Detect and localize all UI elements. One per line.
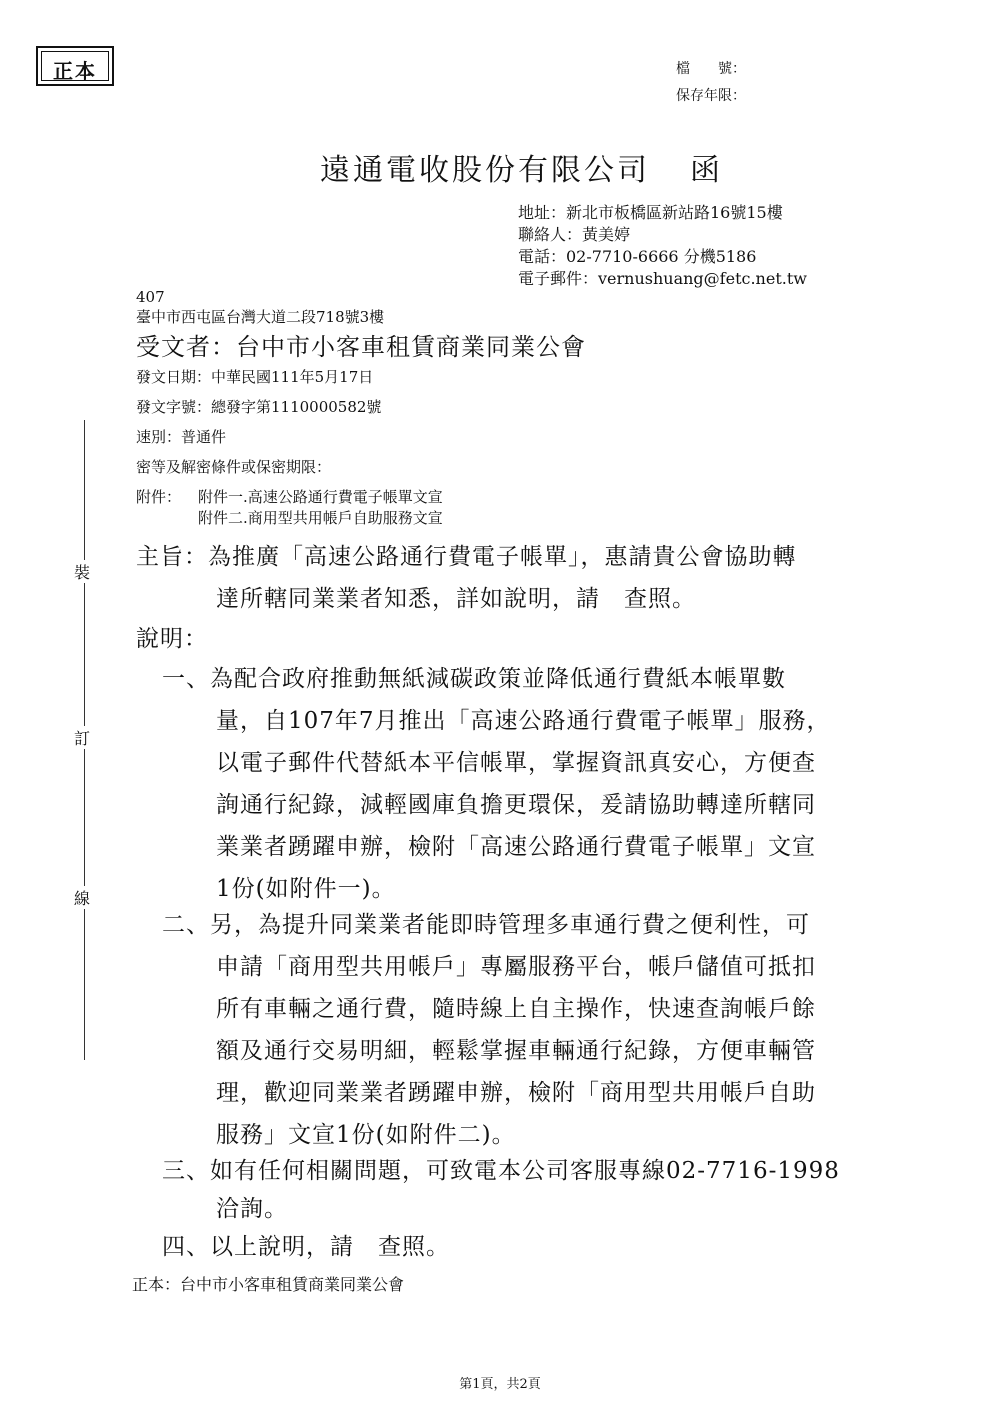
copy-to: 正本：台中市小客車租賃商業同業公會 [132,1275,405,1294]
stamp-text: 正本 [53,59,97,83]
item-2-line-5: 理，歡迎同業業者踴躍申辦，檢附「商用型共用帳戶自助 [216,1080,816,1106]
binding-mark-2: 訂 [74,726,90,749]
document-number: 發文字號：總發字第1110000582號 [136,398,382,416]
archive-number-label: 檔 號： [676,61,746,77]
binding-mark-1: 裝 [74,560,90,583]
item-2-line-6: 服務」文宣1份(如附件二)。 [216,1122,516,1148]
item-2-line-3: 所有車輛之通行費，隨時線上自主操作，快速查詢帳戶餘 [216,996,816,1022]
item-1-line-5: 業業者踴躍申辦，檢附「高速公路通行費電子帳單」文宣 [216,834,816,860]
item-1-line-1: 一、為配合政府推動無紙減碳政策並降低通行費紙本帳單數 [162,666,786,692]
postal-code: 407 [136,288,165,306]
subject-line-2: 達所轄同業業者知悉，詳如說明，請 查照。 [216,586,696,612]
sender-contact: 聯絡人：黃美婷 [518,225,631,244]
item-1-line-4: 詢通行紀錄，減輕國庫負擔更環保，爰請協助轉達所轄同 [216,792,816,818]
item-4-line-1: 四、以上說明，請 查照。 [162,1234,450,1260]
recipient: 受文者：台中市小客車租賃商業同業公會 [136,333,586,361]
sender-phone: 電話：02-7710-6666 分機5186 [518,247,757,266]
company-name: 遠通電收股份有限公司 [320,153,650,188]
document-kind: 函 [690,153,723,188]
subject-line-1: 主旨：為推廣「高速公路通行費電子帳單」，惠請貴公會協助轉 [136,544,797,570]
issue-date: 發文日期：中華民國111年5月17日 [136,368,374,386]
document-title [320,145,723,189]
page-number: 第1頁，共2頁 [459,1377,541,1392]
item-1-line-2: 量，自107年7月推出「高速公路通行費電子帳單」服務， [216,708,831,734]
item-2-line-4: 額及通行交易明細，輕鬆掌握車輛通行紀錄，方便車輛管 [216,1038,816,1064]
sender-email: 電子郵件：vernushuang@fetc.net.tw [518,269,807,288]
item-1-line-6: 1份(如附件一)。 [216,876,396,902]
attachments-label: 附件： [136,488,182,506]
item-1-line-3: 以電子郵件代替紙本平信帳單，掌握資訊真安心，方便查 [216,750,816,776]
binding-mark-3: 線 [74,886,90,909]
delivery-speed: 速別：普通件 [136,428,227,446]
item-2-line-2: 申請「商用型共用帳戶」專屬服務平台，帳戶儲值可抵扣 [216,954,816,980]
item-3-line-2: 洽詢。 [216,1196,288,1222]
attachment-2: 附件二.商用型共用帳戶自助服務文宣 [198,509,443,527]
sender-address: 地址：新北市板橋區新站路16號15樓 [518,203,783,222]
recipient-address: 臺中市西屯區台灣大道二段718號3樓 [136,308,385,326]
item-3-line-1: 三、如有任何相關問題，可致電本公司客服專線02-7716-1998 [162,1158,840,1184]
retention-period-label: 保存年限： [676,88,746,104]
item-2-line-1: 二、另，為提升同業業者能即時管理多車通行費之便利性，可 [162,912,810,938]
original-copy-stamp [36,46,114,86]
description-label: 說明： [136,626,208,652]
secrecy-level: 密等及解密條件或保密期限： [136,458,332,476]
attachment-1: 附件一.高速公路通行費電子帳單文宣 [198,488,443,506]
